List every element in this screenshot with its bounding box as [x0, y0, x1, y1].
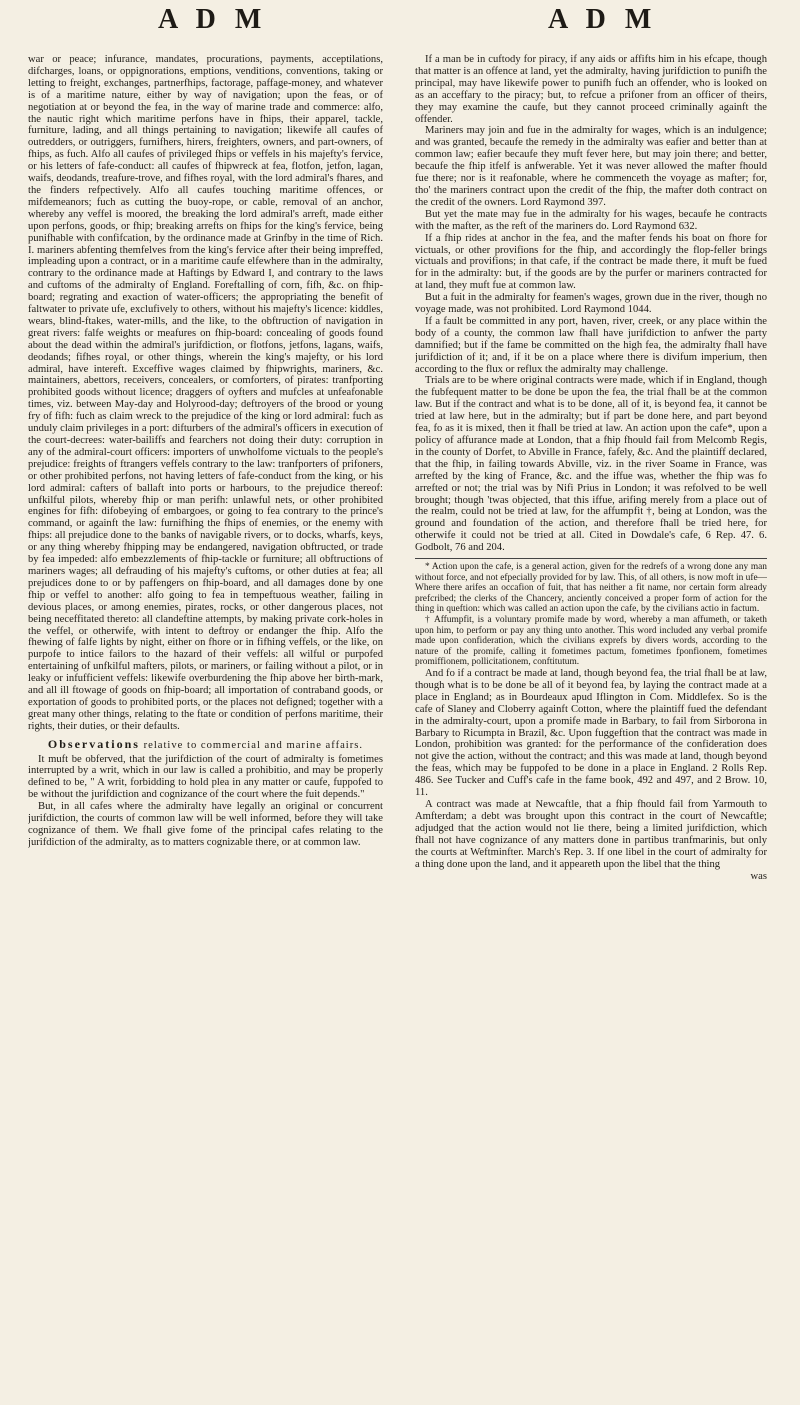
left-paragraph-3: But, in all cafes where the admiralty have legally an original or concurrent jurifdiction, the courts of common law will be well informed, before they will take cognizance of them. We fhall give fome of the principal cafes relating to the jurifdiction of the admiralty, as to matters cognizable there, or at common law.	[28, 801, 383, 848]
observations-heading-rest: relative to commercial and marine affairs.	[143, 739, 364, 751]
catchword: was	[750, 871, 767, 883]
right-paragraph-7: Trials are to be where original contracts were made, which if in England, though the fubfequent matter to be done be upon the fea, the trial fhall be at the common law. But if the contract and what is to be done, all of it, is beyond fea, it cannot be tried at law here, but in the admiralty; but if part be done here, and part beyond fea, fo as it is mixed, then it fhall be tried at law. An action upon the cafe*, upon a policy of affurance made at London, that a fhip fhould fail from Melcomb Regis, in the county of Dorfet, to Abville in France, fafely, &c. And the plaintiff declared, that the fhip, in failing towards Abville, viz. in the river Soame in France, was arrefted by the king of France, &c. and the iffue was, whether the fhip was fo arrefted or not; the trial was by Nifi Prius in London; it was refolved to be well brought; though 'twas objected, that this iffue, arifing merely from a place out of the realm, could not be tried at law, for the affumpfit †, being at London, was the ground and foundation of the action, and therefore fhall be tried here, for otherwife it could not be tried at all. Cited in Dowdale's cafe, 6 Rep. 47. 6. Godbolt, 76 and 204.	[415, 375, 767, 554]
right-paragraph-9: A contract was made at Newcaftle, that a fhip fhould fail from Yarmouth to Amfterdam; a debt was brought upon this contract in the court of Newcaftle; adjudged that the action would not lie there, being a limited jurifdiction, which fhall not have cognizance of any matters done in partibus tranfmarinis, but only the courts at Weftminfter. March's Rep. 3. If one libel in the court of admiralty for a thing done upon the land, and it appeareth upon the libel that the thing	[415, 798, 767, 870]
right-paragraph-4: If a fhip rides at anchor in the fea, and the mafter fends his boat on fhore for victuals, or other provifions for the fhip, and accordingly the flop-feller brings victuals and provifions; in that cafe, if the contract be made there, it muft be fued for in the admiralty: but, if the goods are by the purfer or mariners contracted for at land, they muft fue at common law.	[415, 232, 767, 292]
footnote-assumpsit: † Affumpfit, is a voluntary promife made by word, whereby a man affumeth, or taketh upon him, to perform or pay any thing unto another. This word included any verbal promife made upon confideration, which the civilians exprefs by divers words, according to the nature of the promife, calling it fometimes pactum, fometimes fponfionem, fometimes promiffionem, pollicitationem, conftitutum.	[415, 615, 767, 668]
right-paragraph-1: If a man be in cuftody for piracy, if any aids or affifts him in his efcape, though that matter is an offence at land, yet the admiralty, having jurifdiction to punifh the principal, may have likewife power to punifh fuch an offender, who is looked on as an acceffary to the piracy; but, to refcue a prifoner from an officer of theirs, they may examine the caufe, but they cannot proceed criminally againft the offender.	[415, 54, 767, 125]
left-column	[28, 54, 383, 1399]
running-head-left: A D M	[158, 4, 268, 35]
right-paragraph-6: If a fault be committed in any port, haven, river, creek, or any place within the body of a county, the common law fhall have jurifdiction to anfwer the party damnified; but if the fame be committed on the high fea, the admiralty fhall have jurifdiction of it; and, if it be on a place where there is divifum imperium, then according to the flux or reflux the admiralty may challenge.	[415, 315, 767, 375]
right-paragraph-3: But yet the mate may fue in the admiralty for his wages, becaufe he contracts with the mafter, as the reft of the mariners do. Lord Raymond 632.	[415, 208, 767, 232]
left-paragraph-1: war or peace; infurance, mandates, procurations, payments, acceptilations, difcharges, loans, or oppignorations, emptions, venditions, conventions, taking or letting to freight, exchanges, partnerfhips, factorage, paffage-money, and whatever is of a maritime nature, either by way of navigation; upon the feas, or of negotiation at or beyond the fea, in the way of marine trade and commerce: alfo, the nautic right which maritime perfons have in fhips, their apparel, tackle, furniture, lading, and all things pertaining to navigation; likewife all caufes of outredders, or outriggers, furnifhers, hirers, freighters, owners, and part-owners, of fhips, as fuch. Alfo all caufes of privileged fhips or veffels in his majefty's fervice, or his letters of fafe-conduct: all caufes of fhipwreck at fea, flotfon, jetfon, lagan, waifs, deodands, treafure-trove, and fifhes royal, with the lord admiral's fhares, and the finders refpectively. Alfo all caufes touching maritime offences, or mifdemeanors; fuch as cutting the buoy-rope, or cable, removal of an anchor, whereby any veffel is moored, the breaking the lord admiral's arreft, made either upon perfons, goods, or fhip; breaking arrefts on fhips for the king's fervice, being punifhable with confifcation, by the ordinance made at Grinfby in the time of Rich. I. mariners abfenting themfelves from the king's fervice after their being impreffed, impleading upon a contract, or in a maritime caufe elfewhere than in the admiralty, contrary to the ordinance made at Haftings by Edward I, and contrary to the laws and cuftoms of the admiralty of England. Foreftalling of corn, fifh, &c. on fhip-board; regrating and exaction of water-officers; the appropriating the benefit of faltwater to private ufe, exclufively to others, without his majefty's licence: kiddles, wears, blind-ftakes, water-mills, and the like, to the obftruction of navigation in great rivers: falfe weights or meafures on fhip-board: concealing of goods found about the dead within the admiral's jurifdiction, or flotfons, jetfons, lagans, waifs, deodands; fifhes royal, or other things, wherein the king's majefty, or his lord admiral, have intereft. Exceffive wages claimed by fhipwrights, mariners, &c. maintainers, abettors, receivers, concealers, or comforters, of pirates: tranfporting prohibited goods without licence; draggers of oyfters and mufcles at unfeafonable times, viz. between May-day and Holyrood-day; deftroyers of the brood or young fry of fifh: fuch as claim wreck to the prejudice of the king or lord admiral: fuch as unduly claim privileges in a port: difturbers of the admiral's officers in execution of the court-decrees: water-bailiffs and fearchers not doing their duty: corruption in any of the admiral-court officers: importers of unwholfome victuals to the people's prejudice: freights of ftrangers veffels contrary to the law: tranfporters of prifoners, or other prohibited perfons, not having letters of fafe-conduct from the king, or his lord admiral: cafters of ballaft into ports or harbours, to the prejudice thereof: unfkilful pilots, whereby fhip or man perifh: unlawful nets, or other prohibited engines for fifh: difobeying of embargoes, or going to fea contrary to the prince's command, or againft the law: furnifhing the fhips of enemies, or the enemy with fhips: all prejudice done to the banks of navigable rivers, or to docks, wharfs, keys, or any thing whereby fhipping may be endangered, navigation obftructed, or trade by fea impeded: alfo embezzlements of fhip-tackle or furniture; all obftructions of mariners wages; all defrauding of his majefty's cuftoms, or other duties at fea; all prejudices done to or by paffengers on fhip-board, and all damages done by one fhip or veffel to another: alfo going to fea in tempeftuous weather, failing in devious places, or among enemies, pirates, rocks, or other dangerous places, not being neceffitated thereto: all clandeftine attempts, by making private cork-holes in the veffel, or otherwife, with intent to deftroy or endanger the fhip. Alfo the fhewing of falfe lights by night, either on fhore or in fifhing veffels, or the like, on purpofe to intice failors to the hazard of their veffels: all wilful or purpofed entertaining of unfkilful mafters, pilots, or mariners, or failing without a pilot, or in leaky or infufficient veffels: likewife overburdening the fhip above her birth-mark, and all ill ftowage of goods on fhip-board; all importation of contraband goods, or exportation of goods to prohibited ports, or the places not defigned; together with a great many other things, relating to the ftate or condition of perfons maritime, their rights, their duties, or their defaults.	[28, 54, 383, 732]
left-paragraph-2: It muft be obferved, that the jurifdiction of the court of admiralty is fometimes interrupted by a writ, which in our law is called a prohibitio, and may be properly defined to be, " A writ, forbidding to hold plea in any matter or caufe, fuppofed to be without the jurifdiction and cognizance of the court where the fuit depends."	[28, 753, 383, 801]
running-head-right: A D M	[548, 4, 658, 35]
right-paragraph-5: But a fuit in the admiralty for feamen's wages, grown due in the river, though no voyage made, was not prohibited. Lord Raymond 1044.	[415, 292, 767, 316]
footnote-divider	[415, 558, 767, 559]
right-paragraph-2: Mariners may join and fue in the admiralty for wages, which is an indulgence; and was granted, becaufe the remedy in the admiralty was eafier and better than at common law; eafier becaufe they muft fever here, but may join there; and better, becaufe the fhip itfelf is anfwerable. Yet it was never allowed the mafter fhould fue there; nor is it reafonable, where he commenceth the voyage as mafter; for, tho' the mariners contract upon the credit of the fhip, the mafter doth contract on the credit of the owners. Lord Raymond 397.	[415, 125, 767, 208]
observations-heading	[28, 736, 383, 752]
footnote-action-upon-the-case: * Action upon the cafe, is a general action, given for the redrefs of a wrong done any man without force, and not efpecially provided for by law. This, of all others, is now moft in ufe—Where there arifes an occafion of fuit, that has neither a fit name, nor certain form already prefcribed; the clerks of the Chancery, anciently conceived a proper form of action for the thing in queftion: which was called an action upon the cafe, by the civilians actio in factum.	[415, 562, 767, 615]
right-column	[415, 54, 767, 1399]
right-paragraph-8: And fo if a contract be made at land, though beyond fea, the trial fhall be at law, though what is to be done be all of it beyond fea, by laying the contract made at a place in England; as in Bourdeaux apud Iflington in Com. Middlefex. So is the cafe of Slaney and Cloberry againft Cotton, where the plaintiff fued the defendant in the admiralty-court, upon a promife made in Barbary, to fail from Sirborona in Barbary to Ricumpta in Brazil, &c. Upon fuggeftion that the contract was made in London, prohibition was granted: for the performance of the confideration does not give the action, without the contract; and this was made at land, though beyond the feas, which may be fuppofed to be done in a place in England. 2 Rolls Rep. 486. See Tucker and Cuff's cafe in the fame book, 492 and 497, and 2 Brow. 10, 11.	[415, 668, 767, 799]
observations-heading-lead: Observations	[47, 736, 140, 751]
